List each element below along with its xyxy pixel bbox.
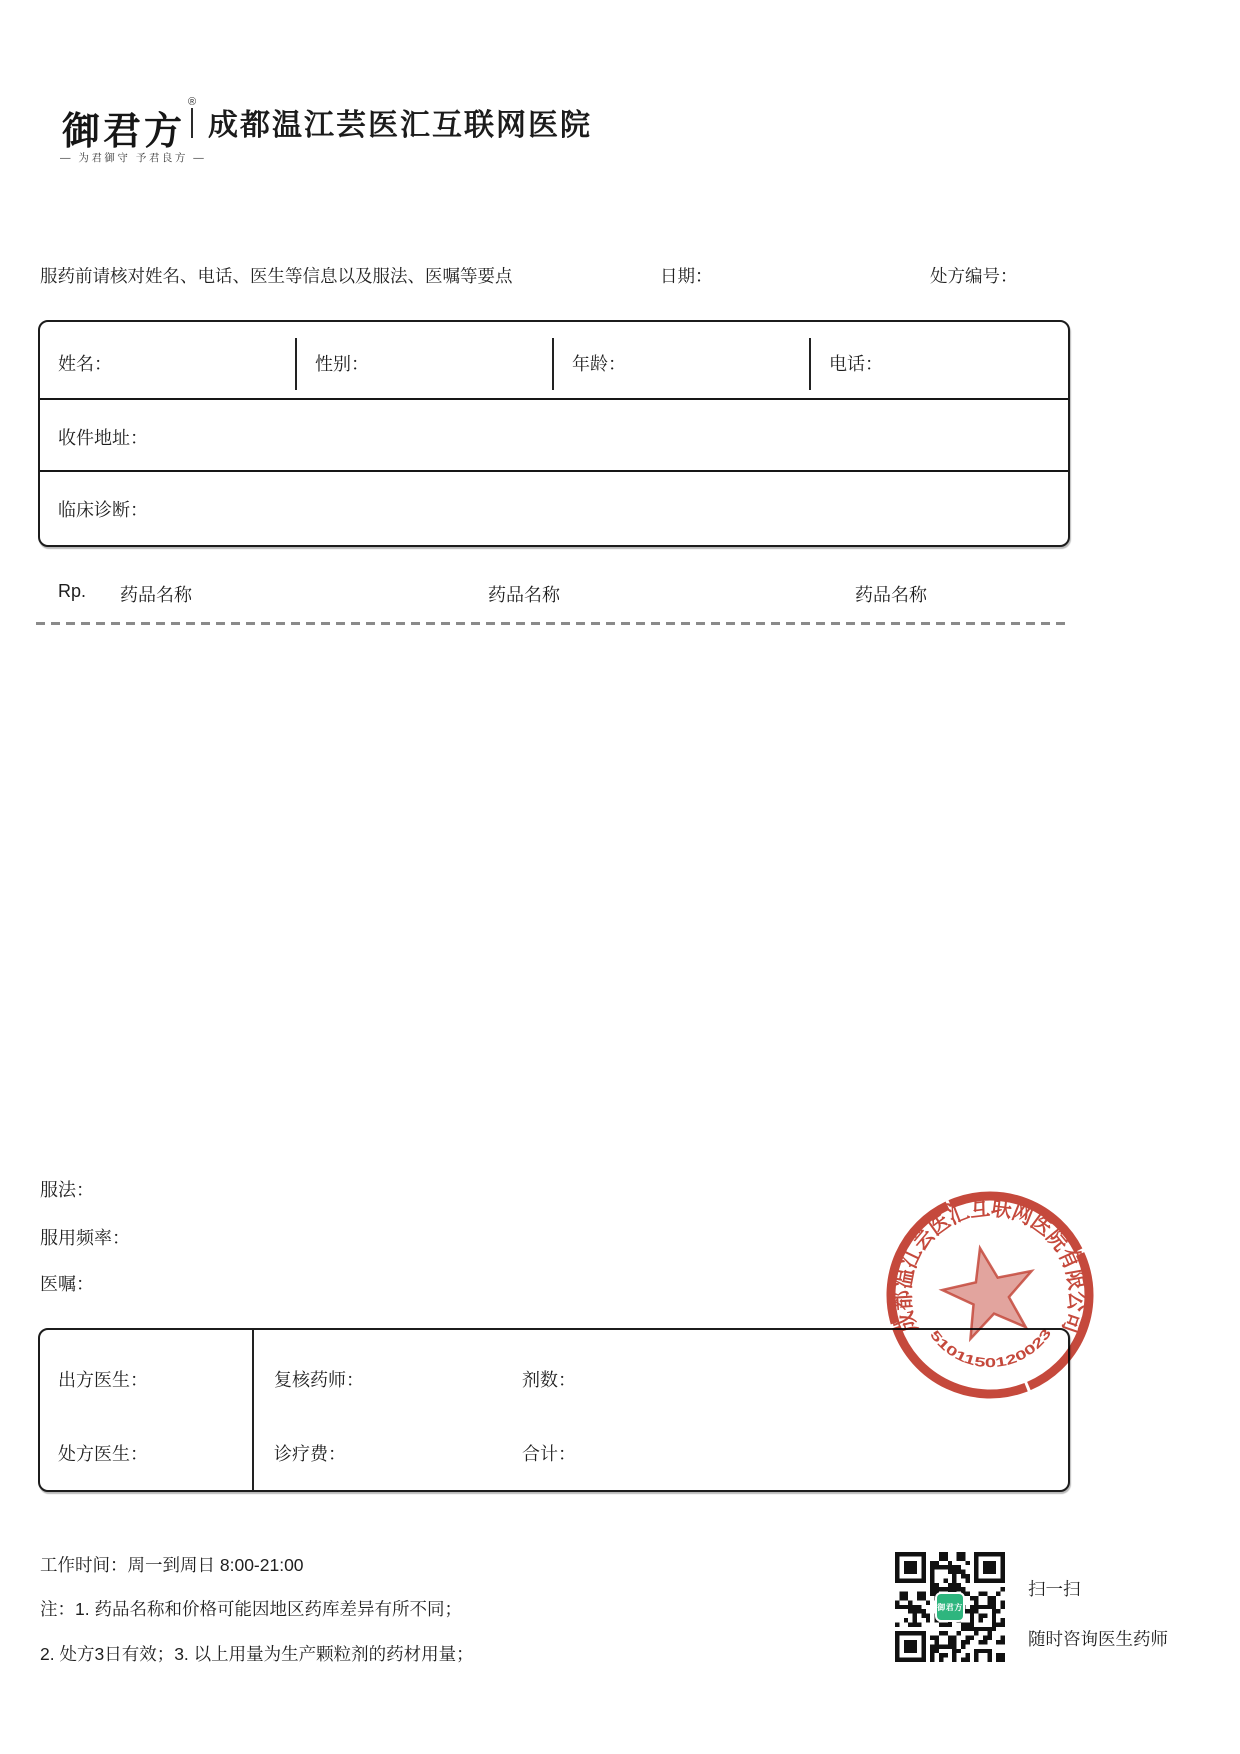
- stamp-serial-text: 5101150120023: [927, 1327, 1052, 1371]
- usage-method-label: 服法：: [40, 1180, 94, 1200]
- rp-label: Rp.: [58, 581, 87, 601]
- note-line-2: 2. 处方3日有效；3. 以上用量为生产颗粒剂的药材用量；: [40, 1644, 474, 1664]
- brand-logo-text: 御君方: [62, 111, 186, 153]
- brand-logo: [62, 96, 197, 155]
- stamp-company-text: 成都温江芸医汇互联网医院有限公司: [887, 1191, 1094, 1342]
- svg-text:5101150120023: [927, 1326, 1054, 1370]
- row-divider: [40, 398, 1068, 400]
- doctor-advice-label: 医嘱：: [40, 1274, 94, 1294]
- rx-dashed-divider: [36, 622, 1066, 625]
- qr-center-logo: 御君方: [935, 1592, 965, 1622]
- phone-label: 电话：: [829, 354, 883, 374]
- name-label: 姓名：: [58, 354, 112, 374]
- signoff-divider: [252, 1330, 254, 1490]
- drug-column-header: 药品名称: [855, 585, 927, 605]
- rx-number-label: 处方编号：: [930, 266, 1018, 286]
- cell-divider: [552, 338, 554, 390]
- official-stamp: [873, 1178, 1107, 1412]
- notice-text: 服药前请核对姓名、电话、医生等信息以及服法、医嘱等要点: [40, 266, 513, 286]
- drug-column-header: 药品名称: [120, 585, 192, 605]
- patient-info-box: [38, 320, 1070, 547]
- scan-title: 扫一扫: [1028, 1579, 1081, 1599]
- diagnosis-label: 临床诊断：: [58, 500, 148, 520]
- brand-reg-mark: ®: [188, 96, 197, 108]
- issuing-doctor-label: 出方医生：: [58, 1370, 148, 1390]
- stamp-star: [942, 1248, 1031, 1339]
- reviewing-pharmacist-label: 复核药师：: [274, 1370, 364, 1390]
- address-label: 收件地址：: [58, 428, 148, 448]
- doses-label: 剂数：: [522, 1370, 576, 1390]
- row-divider: [40, 470, 1068, 472]
- treatment-fee-label: 诊疗费：: [274, 1444, 346, 1464]
- usage-frequency-label: 服用频率：: [40, 1228, 130, 1248]
- qr-code: [895, 1552, 1005, 1662]
- cell-divider: [809, 338, 811, 390]
- scan-subtitle: 随时咨询医生药师: [1028, 1629, 1168, 1649]
- brand-divider-bar: [191, 108, 193, 138]
- hospital-title: 成都温江芸医汇互联网医院: [208, 109, 592, 142]
- gender-label: 性别：: [315, 354, 369, 374]
- total-label: 合计：: [522, 1444, 576, 1464]
- prescribing-doctor-label: 处方医生：: [58, 1444, 148, 1464]
- cell-divider: [295, 338, 297, 390]
- drug-column-header: 药品名称: [488, 585, 560, 605]
- note-line-1: 注：1. 药品名称和价格可能因地区药库差异有所不同；: [40, 1599, 462, 1619]
- brand-tagline: — 为君御守 予君良方 —: [60, 152, 207, 164]
- date-label: 日期：: [660, 266, 713, 286]
- age-label: 年龄：: [572, 354, 626, 374]
- work-hours-text: 工作时间：周一到周日 8:00-21:00: [40, 1555, 304, 1575]
